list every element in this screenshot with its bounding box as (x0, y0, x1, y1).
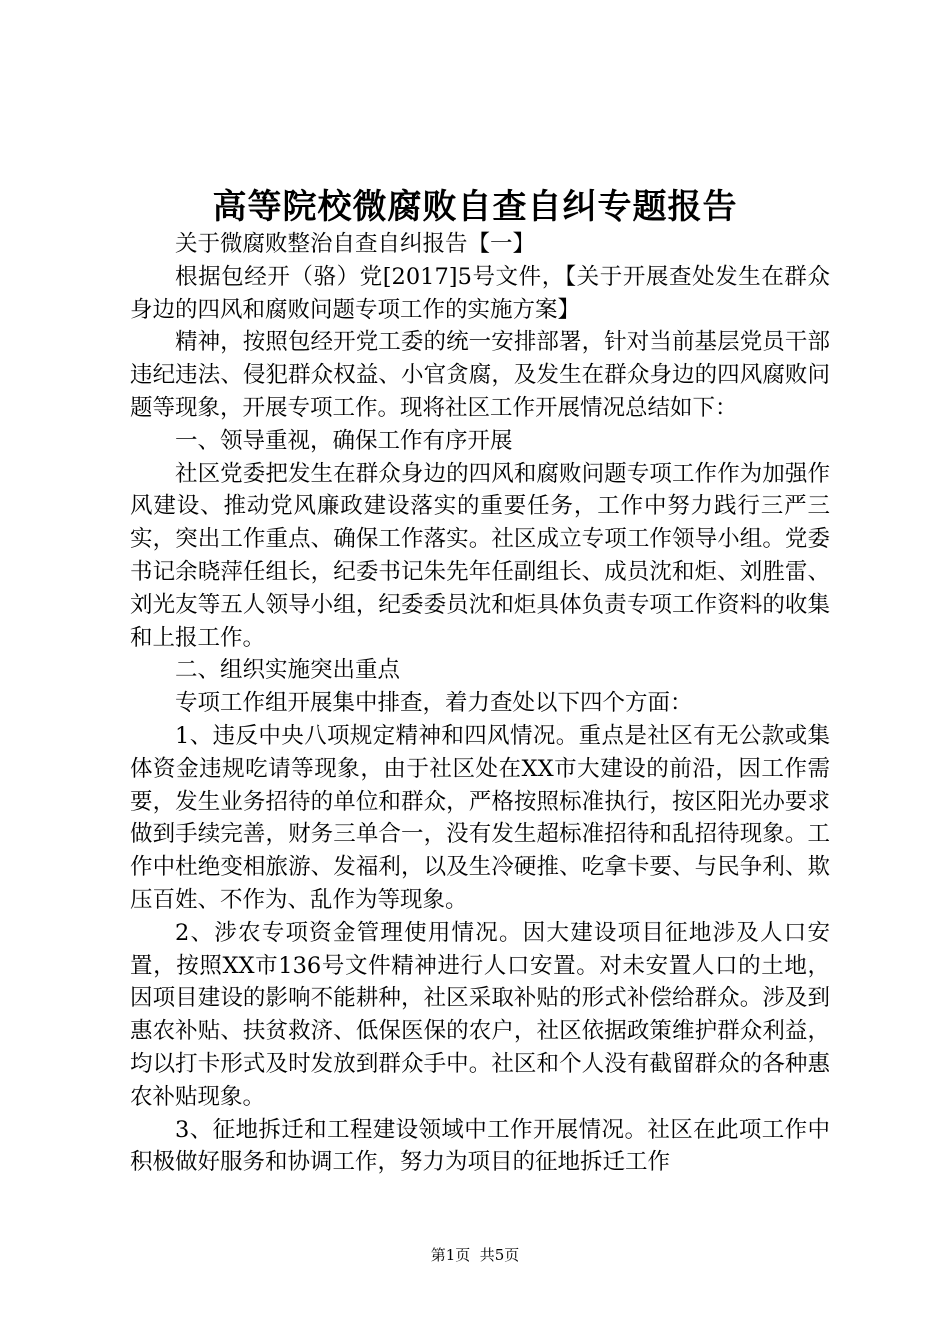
paragraph: 精神，按照包经开党工委的统一安排部署，针对当前基层党员干部违纪违法、侵犯群众权益、小官贪腐，及发生在群众身边的四风腐败问题等现象，开展专项工作。现将社区工作开展情况总结如下： (130, 329, 830, 421)
document-body (130, 228, 830, 1179)
document-title: 高等院校微腐败自查自纠专题报告 (212, 187, 738, 227)
page-number-footer: 第1页 共5页 (430, 1246, 520, 1264)
paragraph: 根据包经开（骆）党[2017]5号文件，【关于开展查处发生在群众身边的四风和腐败问题专项工作的实施方案】 (130, 263, 830, 323)
paragraph: 专项工作组开展集中排查，着力查处以下四个方面： (175, 690, 693, 717)
section-heading: 一、领导重视，确保工作有序开展 (175, 427, 513, 454)
paragraph: 3、征地拆迁和工程建设领域中工作开展情况。社区在此项工作中积极做好服务和协调工作，努力为项目的征地拆迁工作 (130, 1116, 830, 1176)
paragraph: 2、涉农专项资金管理使用情况。因大建设项目征地涉及人口安置，按照XX市136号文件精神进行人口安置。对未安置人口的土地，因项目建设的影响不能耕种，社区采取补贴的形式补偿给群众。涉及到惠农补贴、扶贫救济、低保医保的农户，社区依据政策维护群众利益，均以打卡形式及时发放到群众手中。社区和个人没有截留群众的各种惠农补贴现象。 (130, 919, 830, 1110)
section-heading: 二、组织实施突出重点 (175, 657, 401, 684)
paragraph-subtitle: 关于微腐败整治自查自纠报告【一】 (175, 231, 536, 257)
paragraph: 社区党委把发生在群众身边的四风和腐败问题专项工作作为加强作风建设、推动党风廉政建设落实的重要任务，工作中努力践行三严三实，突出工作重点、确保工作落实。社区成立专项工作领导小组。党委书记余晓萍任组长，纪委书记朱先年任副组长、成员沈和炬、刘胜雷、刘光友等五人领导小组，纪委委员沈和炬具体负责专项工作资料的收集和上报工作。 (130, 460, 830, 651)
paragraph: 1、违反中央八项规定精神和四风情况。重点是社区有无公款或集体资金违规吃请等现象，由于社区处在XX市大建设的前沿，因工作需要，发生业务招待的单位和群众，严格按照标准执行，按区阳光办要求做到手续完善，财务三单合一，没有发生超标准招待和乱招待现象。工作中杜绝变相旅游、发福利，以及生冷硬推、吃拿卡要、与民争利、欺压百姓、不作为、乱作为等现象。 (130, 722, 830, 913)
